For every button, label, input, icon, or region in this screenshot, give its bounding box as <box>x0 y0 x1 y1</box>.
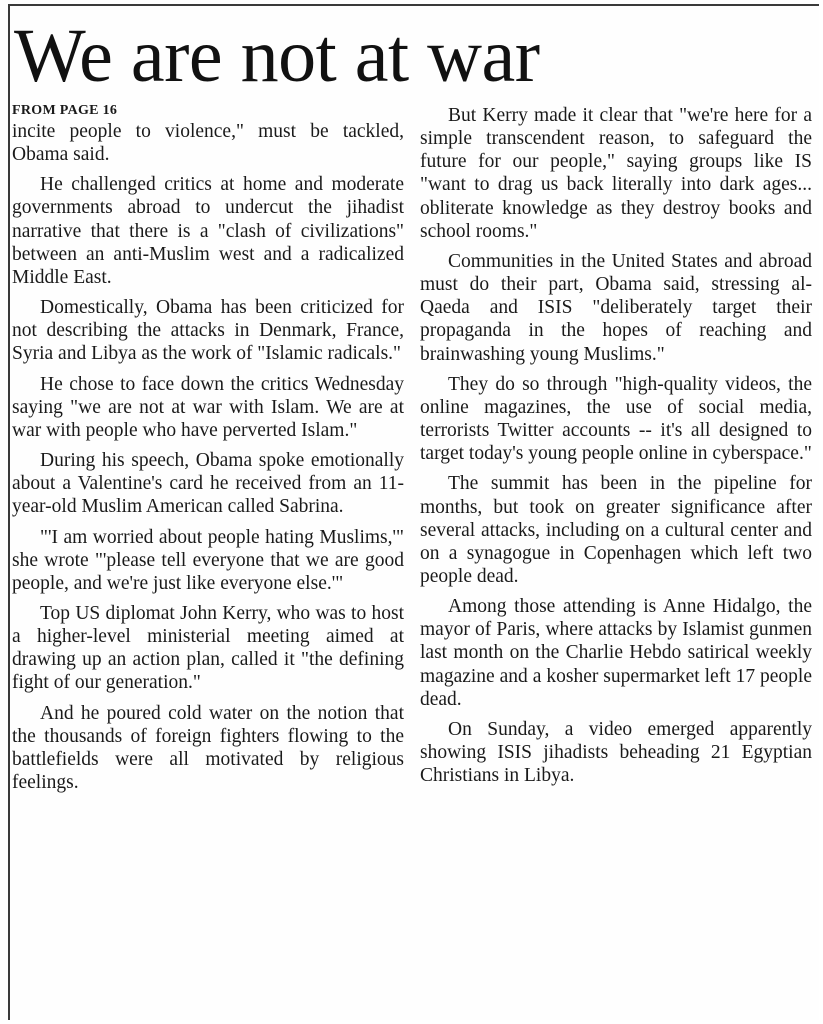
paragraph: But Kerry made it clear that "we're here for a simple transcendent reason, to safeguard the future for our people," saying groups like IS "want to drag us back literally into dark ages... obliterate knowledge as they destroy books and school rooms." <box>420 105 812 242</box>
right-column <box>420 104 812 794</box>
paragraph: Domestically, Obama has been criticized for not describing the attacks in Denmark, France, Syria and Libya as the work of "Islamic radicals." <box>12 297 404 365</box>
paragraph: incite people to violence," must be tackled, Obama said. <box>12 121 404 166</box>
paragraph: They do so through "high-quality videos, the online magazines, the use of social media, terrorists Twitter accounts -- it's all designed to target today's young people online in cyberspace." <box>420 373 812 465</box>
left-column <box>12 100 404 801</box>
paragraph: "'I am worried about people hating Muslims,'" she wrote "'please tell everyone that we are good people, and we're just like everyone else.'" <box>12 526 404 594</box>
paragraph: Among those attending is Anne Hidalgo, the mayor of Paris, where attacks by Islamist gunmen last month on the Charlie Hebdo satirical weekly magazine and a kosher supermarket left 17 people dead. <box>420 596 812 710</box>
paragraph: And he poured cold water on the notion that the thousands of foreign fighters flowing to the battlefields were all motivated by religious feelings. <box>12 702 404 794</box>
headline: We are not at war <box>14 14 540 98</box>
paragraph: On Sunday, a video emerged apparently showing ISIS jihadists beheading 21 Egyptian Christians in Libya. <box>420 718 812 787</box>
page-jump-label: FROM PAGE 16 <box>12 103 118 118</box>
paragraph: He challenged critics at home and moderate governments abroad to undercut the jihadist narrative that there is a "clash of civilizations" between an anti-Muslim west and a radicalized Middle East. <box>12 174 404 288</box>
paragraph: The summit has been in the pipeline for months, but took on greater significance after several attacks, including on a cultural center and on a synagogue in Copenhagen which left two people dead. <box>420 473 812 587</box>
paragraph: He chose to face down the critics Wednesday saying "we are not at war with Islam. We are at war with people who have perverted Islam." <box>12 373 404 441</box>
paragraph: Communities in the United States and abroad must do their part, Obama said, stressing al-Qaeda and ISIS "deliberately target their propaganda in the hopes of reaching and brainwashing young Muslims." <box>420 250 812 365</box>
paragraph: During his speech, Obama spoke emotionally about a Valentine's card he received from an 11-year-old Muslim American called Sabrina. <box>12 450 404 518</box>
paragraph: Top US diplomat John Kerry, who was to host a higher-level ministerial meeting aimed at drawing up an action plan, called it "the defining fight of our generation." <box>12 602 404 694</box>
